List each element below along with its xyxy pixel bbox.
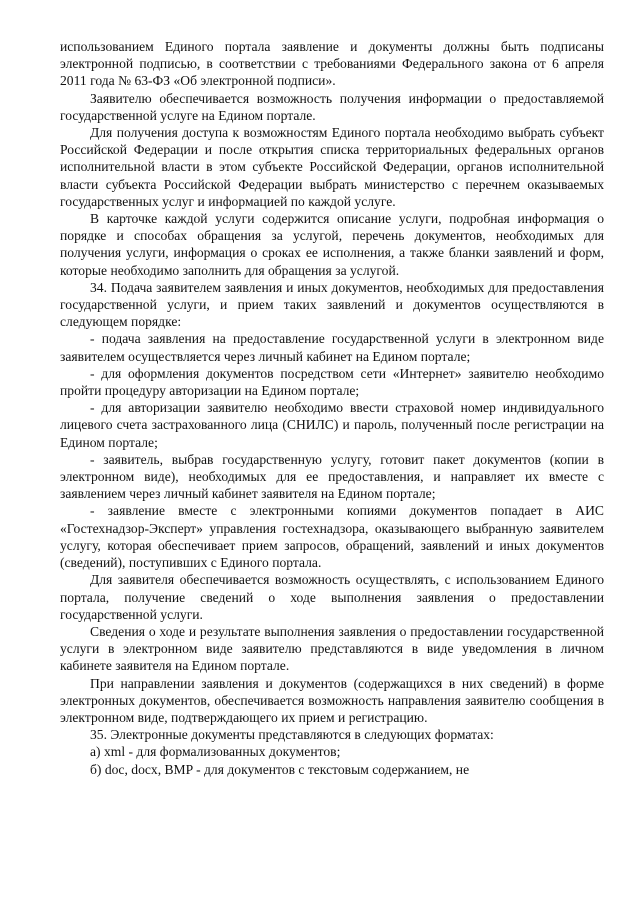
- paragraph-service-card: В карточке каждой услуги содержится описание услуги, подробная информация о порядке и способах обращения за услугой, перечень документов, необходимых для получения услуги, информация о сроках ее исполнения, а также бланки заявлений и форм, которые необходимо заполнить для обращения за услугой.: [60, 211, 604, 278]
- paragraph-status-notification: Сведения о ходе и результате выполнения заявления о предоставлении государственной услуги в электронном виде заявителю представляются в виде уведомления в личном кабинете заявителя на Едином портале.: [60, 623, 604, 674]
- list-item-snils-login: - для авторизации заявителю необходимо ввести страховой номер индивидуального лицевого счета застрахованного лица (СНИЛС) и пароль, полученный после регистрации на Едином портале;: [60, 400, 604, 450]
- list-item-ais-system: - заявление вместе с электронными копиями документов попадает в АИС «Гостехнадзор-Эксперт» управления гостехнадзора, оказывающего выбранную заявителем услугу, которая обеспечивает прием запросов, обращений, заявлений и иных документов (сведений), поступивших с Единого портала.: [60, 503, 604, 571]
- paragraph-status-tracking: Для заявителя обеспечивается возможность осуществлять, с использованием Единого портала, получение сведений о ходе выполнения заявления о предоставлении государственной услуги.: [60, 572, 604, 622]
- list-item-authorization-procedure: - для оформления документов посредством сети «Интернет» заявителю необходимо пройти процедуру авторизации на Едином портале;: [60, 365, 604, 399]
- paragraph-clause-34: 34. Подача заявителем заявления и иных документов, необходимых для предоставления государственной услуги, и прием таких заявлений и документов осуществляются в следующем порядке:: [60, 279, 604, 330]
- paragraph-info-availability: Заявителю обеспечивается возможность получения информации о предоставляемой государственной услуге на Едином портале.: [60, 90, 604, 123]
- paragraph-receipt-confirmation: При направлении заявления и документов (содержащихся в них сведений) в форме электронных документов, обеспечивается возможность направления заявителю сообщения в электронном виде, подтверждающего их прием и регистрацию.: [60, 675, 604, 725]
- list-item-document-package: - заявитель, выбрав государственную услугу, готовит пакет документов (копии в электронном виде), необходимых для ее предоставления, и направляет их вместе с заявлением через личный кабинет заявителя на Едином портале;: [60, 451, 604, 502]
- list-item-format-xml: а) xml - для формализованных документов;: [90, 744, 341, 760]
- paragraph-signature-requirement: использованием Единого портала заявление и документы должны быть подписаны электронной подписью, в соответствии с требованиями Федерального закона от 6 апреля 2011 года № 63-ФЗ «Об электронной подписи».: [60, 39, 604, 89]
- document-page: [60, 38, 604, 778]
- paragraph-clause-35: 35. Электронные документы представляются в следующих форматах:: [90, 727, 494, 743]
- paragraph-portal-access: Для получения доступа к возможностям Единого портала необходимо выбрать субъект Российской Федерации и после открытия списка территориальных федеральных органов исполнительной власти в этом субъекте Российской Федерации, органов исполнительной власти субъекта Российской Федерации выбрать министерство с перечнем оказываемых государственных услуг и информацией по каждой услуге.: [60, 125, 604, 209]
- list-item-format-doc: б) doc, docx, BMP - для документов с текстовым содержанием, не: [90, 761, 470, 777]
- list-item-submission: - подача заявления на предоставление государственной услуги в электронном виде заявителем осуществляется через личный кабинет на Едином портале;: [60, 331, 604, 364]
